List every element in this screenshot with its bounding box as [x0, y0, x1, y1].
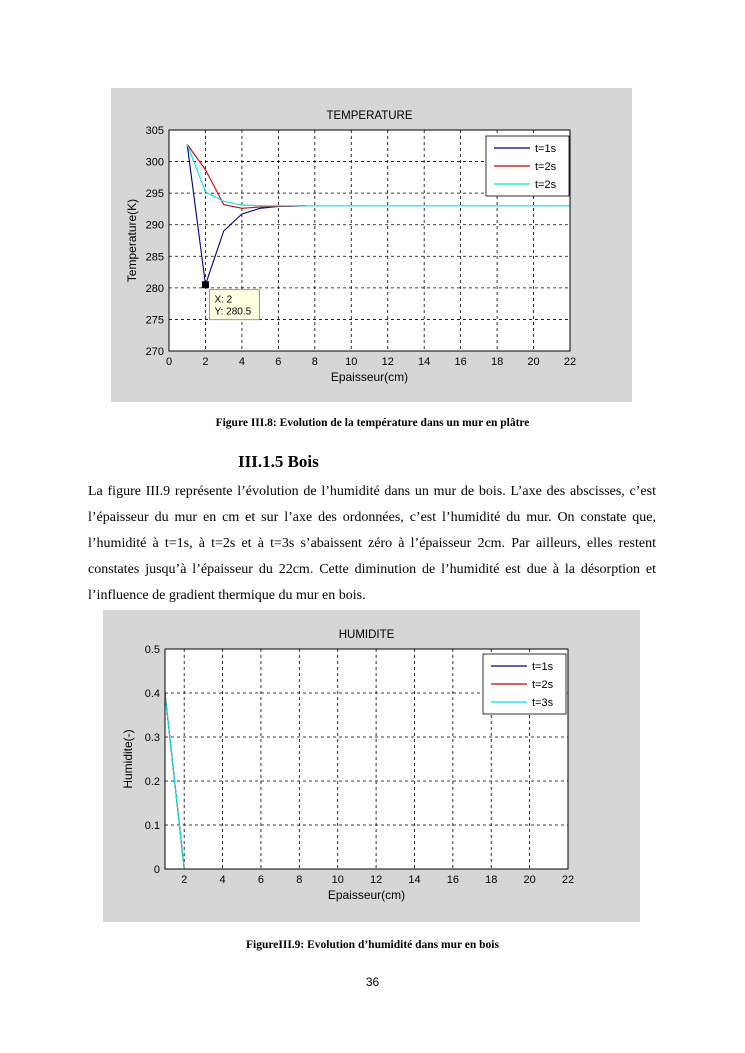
humidity-y-tick-label: 0 [153, 864, 160, 876]
temperature-x-tick-label: 14 [418, 356, 431, 368]
temperature-x-axis-label: Epaisseur(cm) [330, 370, 409, 384]
temperature-chart [111, 88, 632, 402]
temperature-legend-entry-1: t=1s [535, 143, 557, 155]
figure-caption-humidity: FigureIII.9: Evolution d’humidité dans mur en bois [246, 939, 499, 951]
humidity-y-tick-label: 0.5 [144, 644, 160, 656]
humidity-x-tick-label: 6 [257, 874, 265, 886]
humidity-x-tick-label: 10 [331, 874, 344, 886]
temperature-y-tick-label: 305 [145, 125, 164, 137]
temperature-legend-entry-3: t=2s [535, 179, 557, 191]
humidity-legend-entry-2: t=2s [532, 679, 554, 691]
humidity-x-tick-label: 20 [523, 874, 536, 886]
temperature-y-axis-label: Temperature(K) [125, 198, 139, 283]
temperature-y-tick-label: 280 [145, 282, 164, 295]
temperature-x-tick-label: 16 [454, 356, 467, 368]
temperature-chart-title: TEMPERATURE [326, 110, 413, 122]
humidity-chart-title: HUMIDITE [338, 629, 395, 641]
humidity-legend-entry-3: t=3s [532, 697, 554, 709]
humidity-legend-entry-1: t=1s [532, 661, 554, 673]
temperature-x-tick-label: 18 [490, 356, 504, 368]
temperature-y-tick-label: 285 [145, 251, 164, 264]
figure-caption-temperature: Figure III.8: Evolution de la température dans un mur en plâtre [215, 417, 530, 429]
temperature-x-tick-label: 6 [275, 356, 282, 368]
humidity-x-tick-label: 12 [369, 874, 383, 886]
temperature-x-tick-label: 22 [563, 356, 577, 368]
datatip-marker [202, 281, 209, 288]
temperature-legend-entry-2: t=2s [535, 161, 557, 173]
humidity-x-tick-label: 18 [485, 874, 498, 886]
temperature-x-tick-label: 12 [381, 356, 394, 368]
section-heading: III.1.5 Bois [238, 452, 319, 471]
figure-temperature [111, 88, 632, 402]
humidity-y-axis-label: Humidite(-) [121, 729, 135, 789]
temperature-x-tick-label: 4 [238, 356, 245, 368]
temperature-x-tick-label: 2 [202, 356, 209, 368]
temperature-y-tick-label: 295 [145, 188, 164, 201]
humidity-y-tick-label: 0.2 [144, 776, 160, 788]
temperature-y-tick-label: 300 [145, 156, 164, 169]
datatip-x-text: X: 2 [214, 294, 233, 306]
temperature-x-tick-label: 10 [345, 356, 358, 368]
humidity-x-axis-label: Epaisseur(cm) [327, 888, 406, 902]
humidity-x-tick-label: 22 [561, 874, 575, 886]
temperature-x-tick-label: 0 [165, 356, 173, 368]
humidity-y-tick-label: 0.1 [144, 820, 160, 832]
humidity-chart [103, 610, 640, 922]
humidity-x-tick-label: 16 [446, 874, 459, 886]
humidity-y-tick-label: 0.4 [144, 688, 160, 700]
temperature-x-tick-label: 8 [311, 356, 318, 368]
humidity-x-tick-label: 14 [408, 874, 421, 886]
temperature-y-tick-label: 290 [145, 219, 164, 232]
temperature-x-tick-label: 20 [527, 356, 540, 368]
section-paragraph: La figure III.9 représente l’évolution de l’humidité dans un mur de bois. L’axe des abscisses, c’est l’épaisseur du mur en cm et sur l’axe des ordonnées, c’est l’humidité du mur. On constate que, l’humidité à t=1s, à t=2s et à t=3s s’abaissent zéro à l’épaisseur 2cm. Par ailleurs, elles restent constates jusqu’à l’épaisseur du 22cm. Cette diminution de l’humidité est due à la désorption et l’influence de gradient thermique du mur en bois. [88, 484, 656, 603]
humidity-y-tick-label: 0.3 [144, 732, 160, 744]
temperature-y-tick-label: 275 [145, 314, 164, 327]
humidity-x-tick-label: 8 [296, 874, 303, 886]
temperature-y-tick-label: 270 [145, 346, 164, 358]
page-number: 36 [365, 975, 380, 989]
humidity-x-tick-label: 4 [219, 874, 226, 886]
datatip-y-text: Y: 280.5 [214, 306, 252, 318]
humidity-x-tick-label: 2 [181, 874, 188, 886]
figure-humidity [103, 610, 640, 922]
